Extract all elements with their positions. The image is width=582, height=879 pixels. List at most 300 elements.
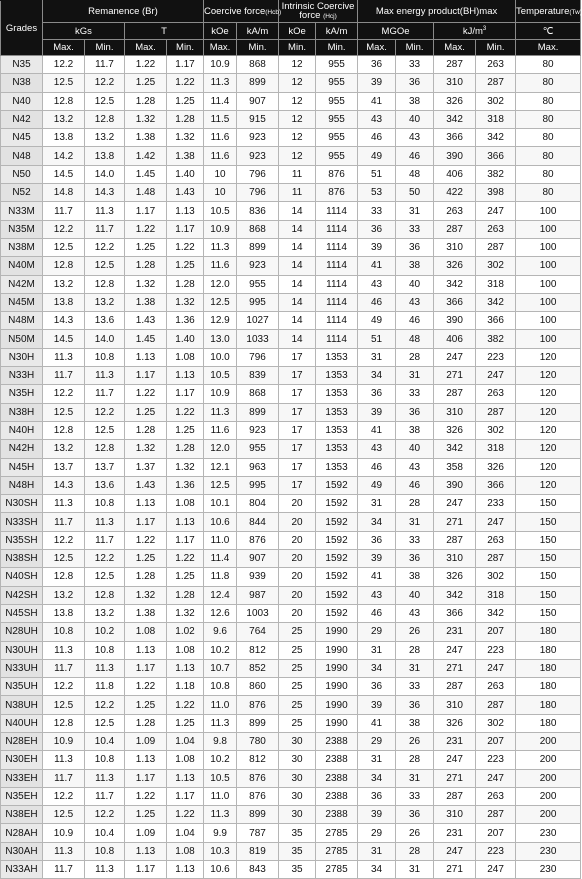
value-cell: 29 [358,623,396,641]
value-cell: 1.32 [125,275,167,293]
value-cell: 38 [396,714,434,732]
value-cell: 14 [279,312,316,330]
value-cell: 180 [516,714,581,732]
grade-cell: N40UH [1,714,43,732]
value-cell: 10.0 [204,348,237,366]
value-cell: 10.8 [85,495,125,513]
value-cell: 796 [237,184,279,202]
value-cell: 366 [434,293,476,311]
header-grades: Grades [1,1,43,56]
table-row [1,293,581,311]
value-cell: 1.08 [167,495,204,513]
grade-cell: N30AH [1,842,43,860]
value-cell: 10 [204,165,237,183]
grade-cell: N38H [1,403,43,421]
value-cell: 939 [237,568,279,586]
value-cell: 13.2 [85,129,125,147]
value-cell: 955 [316,74,358,92]
value-cell: 1.08 [125,623,167,641]
value-cell: 13.8 [43,604,85,622]
value-cell: 995 [237,293,279,311]
value-cell: 13.0 [204,330,237,348]
value-cell: 247 [476,659,516,677]
value-cell: 10.8 [85,641,125,659]
value-cell: 1990 [316,714,358,732]
value-cell: 1114 [316,238,358,256]
value-cell: 12.8 [43,92,85,110]
value-cell: 35 [279,842,316,860]
table-row [1,330,581,348]
value-cell: 342 [476,604,516,622]
value-cell: 12.2 [85,696,125,714]
value-cell: 200 [516,787,581,805]
grade-cell: N35H [1,385,43,403]
grade-cell: N45M [1,293,43,311]
value-cell: 53 [358,184,396,202]
grade-cell: N45SH [1,604,43,622]
value-cell: 25 [279,641,316,659]
value-cell: 247 [434,641,476,659]
value-cell: 2388 [316,769,358,787]
value-cell: 11.7 [43,202,85,220]
grade-cell: N40H [1,421,43,439]
col-hcj-kam-min: Min. [316,40,358,56]
value-cell: 11.7 [85,787,125,805]
grade-cell: N52 [1,184,43,202]
value-cell: 34 [358,659,396,677]
grade-cell: N42 [1,110,43,128]
value-cell: 1.25 [167,421,204,439]
value-cell: 907 [237,550,279,568]
value-cell: 1.45 [125,330,167,348]
header-intrinsic-label: Intrinsic Coercive force [281,1,355,21]
value-cell: 1.25 [125,806,167,824]
value-cell: 263 [476,385,516,403]
table-row [1,696,581,714]
value-cell: 10.5 [204,367,237,385]
value-cell: 342 [434,110,476,128]
value-cell: 287 [476,74,516,92]
value-cell: 11.3 [85,513,125,531]
grade-cell: N45H [1,458,43,476]
value-cell: 12.8 [43,568,85,586]
value-cell: 80 [516,147,581,165]
value-cell: 40 [396,275,434,293]
value-cell: 17 [279,440,316,458]
value-cell: 390 [434,147,476,165]
table-row [1,678,581,696]
value-cell: 1.38 [167,147,204,165]
value-cell: 12.2 [43,678,85,696]
value-cell: 868 [237,220,279,238]
value-cell: 310 [434,550,476,568]
value-cell: 10.8 [43,623,85,641]
value-cell: 1.25 [167,714,204,732]
value-cell: 819 [237,842,279,860]
table-row [1,714,581,732]
col-temperature-max: Max. [516,40,581,56]
value-cell: 100 [516,275,581,293]
value-cell: 207 [476,824,516,842]
value-cell: 150 [516,604,581,622]
value-cell: 120 [516,348,581,366]
grade-cell: N35 [1,56,43,74]
value-cell: 1.13 [167,659,204,677]
value-cell: 342 [434,440,476,458]
value-cell: 804 [237,495,279,513]
unit-kjm3-sup: 3 [482,26,487,33]
table-row [1,641,581,659]
value-cell: 150 [516,586,581,604]
value-cell: 10.8 [85,751,125,769]
value-cell: 1353 [316,421,358,439]
value-cell: 120 [516,476,581,494]
value-cell: 49 [358,147,396,165]
table-row [1,531,581,549]
value-cell: 1.17 [125,202,167,220]
grade-cell: N35SH [1,531,43,549]
value-cell: 1990 [316,641,358,659]
value-cell: 26 [396,824,434,842]
value-cell: 36 [358,56,396,74]
value-cell: 271 [434,769,476,787]
value-cell: 11.3 [204,806,237,824]
table-row [1,74,581,92]
grade-cell: N42M [1,275,43,293]
value-cell: 366 [476,147,516,165]
value-cell: 318 [476,275,516,293]
value-cell: 12.8 [85,275,125,293]
value-cell: 11.6 [204,147,237,165]
value-cell: 34 [358,861,396,879]
value-cell: 28 [396,751,434,769]
value-cell: 10.9 [204,220,237,238]
value-cell: 12 [279,74,316,92]
value-cell: 30 [279,769,316,787]
value-cell: 80 [516,74,581,92]
value-cell: 120 [516,458,581,476]
table-row [1,861,581,879]
value-cell: 11.4 [204,92,237,110]
value-cell: 100 [516,202,581,220]
value-cell: 10.9 [43,824,85,842]
value-cell: 13.2 [43,440,85,458]
value-cell: 46 [358,129,396,147]
value-cell: 200 [516,751,581,769]
value-cell: 12.8 [43,421,85,439]
value-cell: 1114 [316,202,358,220]
value-cell: 13.2 [43,586,85,604]
value-cell: 80 [516,92,581,110]
value-cell: 1.25 [125,238,167,256]
value-cell: 12.1 [204,458,237,476]
value-cell: 12.2 [85,550,125,568]
value-cell: 915 [237,110,279,128]
value-cell: 31 [358,641,396,659]
value-cell: 17 [279,367,316,385]
value-cell: 1.25 [167,568,204,586]
value-cell: 14.0 [85,330,125,348]
value-cell: 31 [358,751,396,769]
value-cell: 342 [476,293,516,311]
value-cell: 10.8 [85,842,125,860]
value-cell: 302 [476,568,516,586]
table-row [1,385,581,403]
value-cell: 180 [516,659,581,677]
value-cell: 80 [516,129,581,147]
grade-cell: N28EH [1,732,43,750]
value-cell: 271 [434,367,476,385]
value-cell: 14 [279,238,316,256]
unit-mgoe: MGOe [358,23,434,40]
value-cell: 1.13 [167,367,204,385]
value-cell: 247 [476,367,516,385]
value-cell: 1.22 [125,385,167,403]
value-cell: 1.37 [125,458,167,476]
value-cell: 41 [358,92,396,110]
value-cell: 25 [279,623,316,641]
value-cell: 1353 [316,385,358,403]
value-cell: 1353 [316,348,358,366]
value-cell: 207 [476,732,516,750]
value-cell: 1.28 [125,714,167,732]
col-hcb-koe-max: Max. [204,40,237,56]
value-cell: 31 [358,348,396,366]
unit-celsius: ℃ [516,23,581,40]
value-cell: 28 [396,348,434,366]
value-cell: 852 [237,659,279,677]
unit-kjm3 [434,23,516,40]
col-bh-kjm3-min: Min. [476,40,516,56]
value-cell: 11.6 [204,257,237,275]
value-cell: 40 [396,110,434,128]
value-cell: 10.8 [85,348,125,366]
value-cell: 13.7 [85,458,125,476]
value-cell: 14.8 [43,184,85,202]
value-cell: 9.9 [204,824,237,842]
value-cell: 25 [279,714,316,732]
value-cell: 11.3 [43,842,85,860]
value-cell: 11.3 [85,769,125,787]
value-cell: 1.17 [167,531,204,549]
grade-cell: N33EH [1,769,43,787]
value-cell: 35 [279,861,316,879]
value-cell: 120 [516,403,581,421]
value-cell: 80 [516,110,581,128]
value-cell: 787 [237,824,279,842]
value-cell: 310 [434,403,476,421]
col-hcj-koe-min: Min. [279,40,316,56]
value-cell: 1.17 [167,56,204,74]
value-cell: 10.6 [204,861,237,879]
value-cell: 29 [358,824,396,842]
value-cell: 1.42 [125,147,167,165]
header-coercive-label: Coercive force [204,5,266,17]
grade-cell: N33M [1,202,43,220]
value-cell: 318 [476,586,516,604]
value-cell: 342 [434,275,476,293]
value-cell: 230 [516,842,581,860]
value-cell: 1.28 [125,568,167,586]
value-cell: 50 [396,184,434,202]
table-row [1,257,581,275]
grade-cell: N28AH [1,824,43,842]
value-cell: 868 [237,385,279,403]
value-cell: 43 [396,458,434,476]
value-cell: 1.08 [167,641,204,659]
header-temperature-sub: (Tw) [569,8,582,16]
value-cell: 1.43 [167,184,204,202]
value-cell: 80 [516,165,581,183]
value-cell: 1592 [316,513,358,531]
grade-cell: N38 [1,74,43,92]
value-cell: 1.25 [167,257,204,275]
value-cell: 876 [237,787,279,805]
value-cell: 1.22 [125,56,167,74]
value-cell: 1592 [316,604,358,622]
value-cell: 150 [516,513,581,531]
value-cell: 1990 [316,623,358,641]
value-cell: 36 [396,696,434,714]
value-cell: 49 [358,312,396,330]
value-cell: 36 [396,403,434,421]
value-cell: 11.3 [43,641,85,659]
value-cell: 36 [358,678,396,696]
value-cell: 1.17 [125,861,167,879]
value-cell: 1.32 [167,293,204,311]
value-cell: 796 [237,165,279,183]
value-cell: 150 [516,531,581,549]
value-cell: 1353 [316,458,358,476]
value-cell: 100 [516,220,581,238]
value-cell: 46 [358,293,396,311]
value-cell: 34 [358,513,396,531]
value-cell: 1.22 [125,531,167,549]
value-cell: 31 [396,367,434,385]
value-cell: 230 [516,824,581,842]
table-row [1,348,581,366]
value-cell: 33 [396,220,434,238]
value-cell: 207 [476,623,516,641]
value-cell: 287 [476,403,516,421]
grade-cell: N33H [1,367,43,385]
table-row [1,476,581,494]
value-cell: 1353 [316,403,358,421]
value-cell: 20 [279,586,316,604]
table-row [1,403,581,421]
value-cell: 38 [396,568,434,586]
value-cell: 12.8 [85,110,125,128]
value-cell: 836 [237,202,279,220]
value-cell: 120 [516,367,581,385]
value-cell: 271 [434,513,476,531]
value-cell: 358 [434,458,476,476]
value-cell: 326 [434,92,476,110]
value-cell: 36 [358,787,396,805]
value-cell: 150 [516,495,581,513]
value-cell: 11.7 [85,220,125,238]
value-cell: 2785 [316,861,358,879]
value-cell: 12.2 [43,385,85,403]
value-cell: 48 [396,165,434,183]
value-cell: 1114 [316,275,358,293]
value-cell: 39 [358,550,396,568]
value-cell: 33 [396,385,434,403]
grade-cell: N42H [1,440,43,458]
grade-cell: N38M [1,238,43,256]
value-cell: 31 [396,659,434,677]
value-cell: 1.17 [125,367,167,385]
value-cell: 12 [279,110,316,128]
value-cell: 390 [434,312,476,330]
value-cell: 230 [516,861,581,879]
grade-cell: N28UH [1,623,43,641]
value-cell: 1.48 [125,184,167,202]
table-row [1,421,581,439]
table-row [1,165,581,183]
value-cell: 38 [396,92,434,110]
value-cell: 120 [516,440,581,458]
value-cell: 13.2 [85,604,125,622]
value-cell: 12.2 [43,56,85,74]
col-br-t-max: Max. [125,40,167,56]
value-cell: 287 [476,806,516,824]
value-cell: 1.25 [125,74,167,92]
value-cell: 1990 [316,659,358,677]
table-row [1,458,581,476]
value-cell: 13.8 [85,147,125,165]
value-cell: 11.3 [85,861,125,879]
value-cell: 302 [476,421,516,439]
value-cell: 36 [396,550,434,568]
value-cell: 100 [516,330,581,348]
table-row [1,184,581,202]
value-cell: 326 [434,257,476,275]
value-cell: 13.6 [85,476,125,494]
value-cell: 43 [358,586,396,604]
value-cell: 1.02 [167,623,204,641]
value-cell: 12 [279,129,316,147]
table-row [1,751,581,769]
value-cell: 11.3 [43,751,85,769]
table-row [1,202,581,220]
value-cell: 263 [476,787,516,805]
value-cell: 1.38 [125,604,167,622]
value-cell: 38 [396,257,434,275]
grade-cell: N38EH [1,806,43,824]
header-remanence: Remanence (Br) [43,1,204,23]
grade-cell: N40 [1,92,43,110]
value-cell: 35 [279,824,316,842]
value-cell: 12.2 [43,220,85,238]
value-cell: 1.45 [125,165,167,183]
value-cell: 41 [358,421,396,439]
value-cell: 13.6 [85,312,125,330]
value-cell: 11.7 [43,367,85,385]
value-cell: 13.8 [43,293,85,311]
value-cell: 1.28 [167,275,204,293]
value-cell: 1.22 [167,806,204,824]
value-cell: 899 [237,403,279,421]
value-cell: 1.28 [167,586,204,604]
value-cell: 342 [476,129,516,147]
table-row [1,275,581,293]
value-cell: 20 [279,568,316,586]
value-cell: 796 [237,348,279,366]
value-cell: 11.7 [43,513,85,531]
value-cell: 1592 [316,531,358,549]
grade-cell: N42SH [1,586,43,604]
